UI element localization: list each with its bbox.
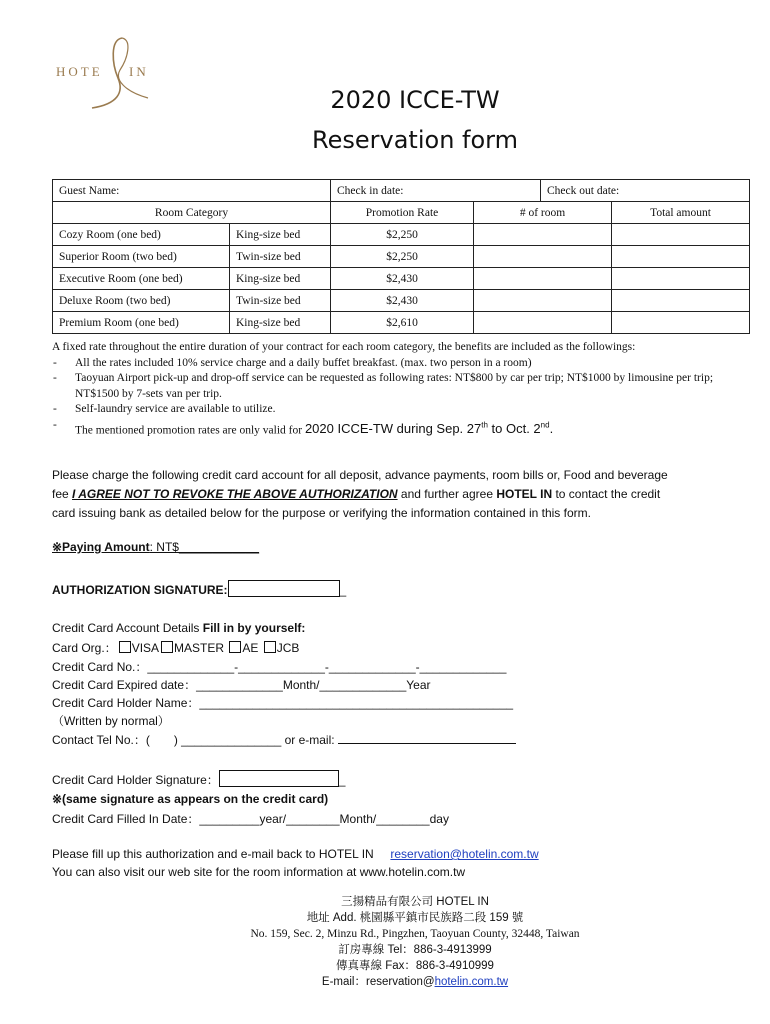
header-total-amount: Total amount — [612, 202, 750, 224]
table-row — [53, 290, 750, 312]
guest-name-field[interactable]: Guest Name: — [53, 180, 331, 202]
note-event: . — [549, 420, 554, 436]
note-sup: nd — [540, 420, 550, 430]
bed-type: King-size bed — [230, 224, 331, 246]
footer-fax: 傳真專線 Fax：886-3-4910999 — [336, 960, 494, 972]
form-subtitle: Reservation form — [312, 126, 518, 154]
paying-amount-label: ※Paying Amount — [52, 540, 150, 554]
contact-tel-field[interactable]: Contact Tel No.：( ) _______________ or e-mail: — [52, 733, 338, 747]
num-room-input[interactable] — [474, 290, 612, 312]
bed-type: Twin-size bed — [230, 246, 331, 268]
header-num-room: # of room — [474, 202, 612, 224]
room-rate: $2,430 — [331, 290, 474, 312]
total-amount-input[interactable] — [612, 246, 750, 268]
room-name: Cozy Room (one bed) — [53, 224, 230, 246]
table-row — [53, 312, 750, 334]
fill-instruction — [52, 847, 539, 861]
note-sup: th — [481, 420, 488, 430]
auth-signature-label: AUTHORIZATION SIGNATURE: — [52, 583, 228, 597]
agree-statement: I AGREE NOT TO REVOKE THE ABOVE AUTHORIZATION — [72, 487, 398, 501]
jcb-label: JCB — [276, 641, 300, 655]
paying-amount-field[interactable]: : NT$____________ — [149, 540, 260, 554]
room-rate: $2,250 — [331, 224, 474, 246]
note-event: to Oct. 2 — [487, 420, 541, 436]
header-promotion-rate: Promotion Rate — [331, 202, 474, 224]
table-header-row — [53, 202, 750, 224]
room-rate-table — [52, 179, 750, 334]
visa-label: VISA — [131, 641, 160, 655]
num-room-input[interactable] — [474, 312, 612, 334]
total-amount-input[interactable] — [612, 268, 750, 290]
total-amount-input[interactable] — [612, 290, 750, 312]
visit-website-text: You can also visit our web site for the room information at www.hotelin.com.tw — [52, 865, 466, 879]
table-row — [53, 224, 750, 246]
ae-label: AE — [242, 641, 259, 655]
footer-email — [0, 974, 770, 990]
num-room-input[interactable] — [474, 268, 612, 290]
list-item: - Self-laundry service are available to utilize. — [53, 403, 276, 415]
master-checkbox[interactable] — [161, 641, 173, 653]
note-event: 2020 ICCE-TW during Sep. 27 — [304, 420, 482, 436]
auth-line — [52, 485, 732, 504]
logo-text-right: IN — [129, 64, 149, 79]
master-label: MASTER — [174, 641, 225, 655]
list-item: - All the rates included 10% service charge and a daily buffet breakfast. (max. two person in a room) — [53, 356, 532, 369]
auth-line: Please charge the following credit card account for all deposit, advance payments, room bills or, Food and beverage — [52, 468, 668, 482]
paying-amount — [52, 540, 259, 554]
card-details-text: Credit Card Account Details — [52, 621, 203, 635]
footer-email-link[interactable]: hotelin.com.tw — [434, 976, 509, 988]
same-signature-note: ※(same signature as appears on the credit card) — [52, 792, 329, 806]
header-room-category: Room Category — [53, 202, 331, 224]
room-rate: $2,610 — [331, 312, 474, 334]
logo-text-left: HOTE — [56, 64, 103, 79]
room-name: Superior Room (two bed) — [53, 246, 230, 268]
table-row — [53, 180, 750, 202]
check-in-field[interactable]: Check in date: — [331, 180, 541, 202]
notes-intro: A fixed rate throughout the entire duration of your contract for each room category, the benefits are included as the followings: — [52, 341, 636, 353]
note-text: Self-laundry service are available to utilize. — [75, 403, 276, 415]
ae-checkbox[interactable] — [229, 641, 241, 653]
list-item: - Taoyuan Airport pick-up and drop-off service can be requested as following rates: NT$800 by car per trip; NT$1000 by limousine per trip; NT$1500 by 7-sets van per trip. — [53, 372, 714, 400]
auth-text: to contact the credit — [552, 487, 661, 501]
footer-company: 三揚精品有限公司 HOTEL IN — [341, 896, 489, 908]
bed-type: King-size bed — [230, 268, 331, 290]
signature-tail: _ — [338, 773, 346, 787]
auth-line: card issuing bank as detailed below for the purpose or verifying the information contained in this form. — [52, 506, 591, 520]
visa-checkbox[interactable] — [119, 641, 131, 653]
jcb-checkbox[interactable] — [264, 641, 276, 653]
card-org-label: Card Org.： — [52, 641, 117, 655]
filled-date-field[interactable]: Credit Card Filled In Date：_________year/________Month/________day — [52, 812, 449, 826]
footer-address-en: No. 159, Sec. 2, Minzu Rd., Pingzhen, Taoyuan County, 32448, Taiwan — [250, 928, 580, 940]
table-row — [53, 268, 750, 290]
holder-signature-row — [52, 770, 345, 788]
bed-type: Twin-size bed — [230, 290, 331, 312]
hotel-name: HOTEL IN — [496, 487, 553, 501]
fill-text: Please fill up this authorization and e-mail back to HOTEL IN — [52, 847, 374, 861]
holder-signature-box[interactable] — [219, 770, 339, 787]
num-room-input[interactable] — [474, 246, 612, 268]
card-details-heading — [52, 621, 305, 635]
email-field[interactable] — [338, 733, 516, 744]
num-room-input[interactable] — [474, 224, 612, 246]
note-text: All the rates included 10% service charge and a daily buffet breakfast. (max. two person in a room) — [75, 356, 532, 369]
note-text: The mentioned promotion rates are only valid for — [75, 423, 303, 436]
form-title: 2020 ICCE-TW — [330, 86, 500, 114]
contact-row — [52, 731, 516, 748]
authorization-signature — [52, 580, 346, 597]
room-rate: $2,430 — [331, 268, 474, 290]
rate-notes — [52, 340, 742, 438]
footer-address-cn: 地址 Add. 桃園縣平鎮市民族路二段 159 號 — [306, 912, 524, 924]
card-org-row — [52, 639, 299, 656]
table-row — [53, 246, 750, 268]
holder-signature-label: Credit Card Holder Signature： — [52, 773, 219, 787]
hotel-footer — [0, 894, 770, 990]
card-number-field[interactable]: Credit Card No.：_____________-_____________-_____________-_____________ — [52, 660, 507, 674]
footer-email-label: E-mail：reservation@ — [321, 976, 435, 988]
auth-text: fee — [52, 487, 73, 501]
footer-tel: 訂房專線 Tel：886-3-4913999 — [338, 944, 492, 956]
note-text: Taoyuan Airport pick-up and drop-off service can be requested as following rates: NT$800 by car per trip; NT$1000 by limousine per trip; NT$1500 by 7-sets van per trip. — [75, 372, 714, 400]
bed-type: King-size bed — [230, 312, 331, 334]
reservation-email-link[interactable]: reservation@hotelin.com.tw — [390, 847, 539, 861]
written-note: （Written by normal） — [52, 714, 170, 728]
auth-signature-box[interactable] — [228, 580, 340, 597]
list-item: - The mentioned promotion rates are only valid for 2020 ICCE-TW during Sep. 27th to Oct. 2nd. — [53, 418, 554, 436]
room-name: Premium Room (one bed) — [53, 312, 230, 334]
total-amount-input[interactable] — [612, 224, 750, 246]
card-details-bold: Fill in by yourself: — [202, 621, 306, 635]
authorization-paragraph — [52, 466, 732, 523]
room-rate: $2,250 — [331, 246, 474, 268]
card-expiry-field[interactable]: Credit Card Expired date：_____________Month/_____________Year — [52, 678, 431, 692]
total-amount-input[interactable] — [612, 312, 750, 334]
card-holder-name-field[interactable]: Credit Card Holder Name：_______________________________________________ — [52, 696, 514, 710]
room-name: Executive Room (one bed) — [53, 268, 230, 290]
signature-tail: _ — [339, 583, 347, 597]
room-name: Deluxe Room (two bed) — [53, 290, 230, 312]
auth-text: and further agree — [397, 487, 497, 501]
check-out-field[interactable]: Check out date: — [541, 180, 750, 202]
